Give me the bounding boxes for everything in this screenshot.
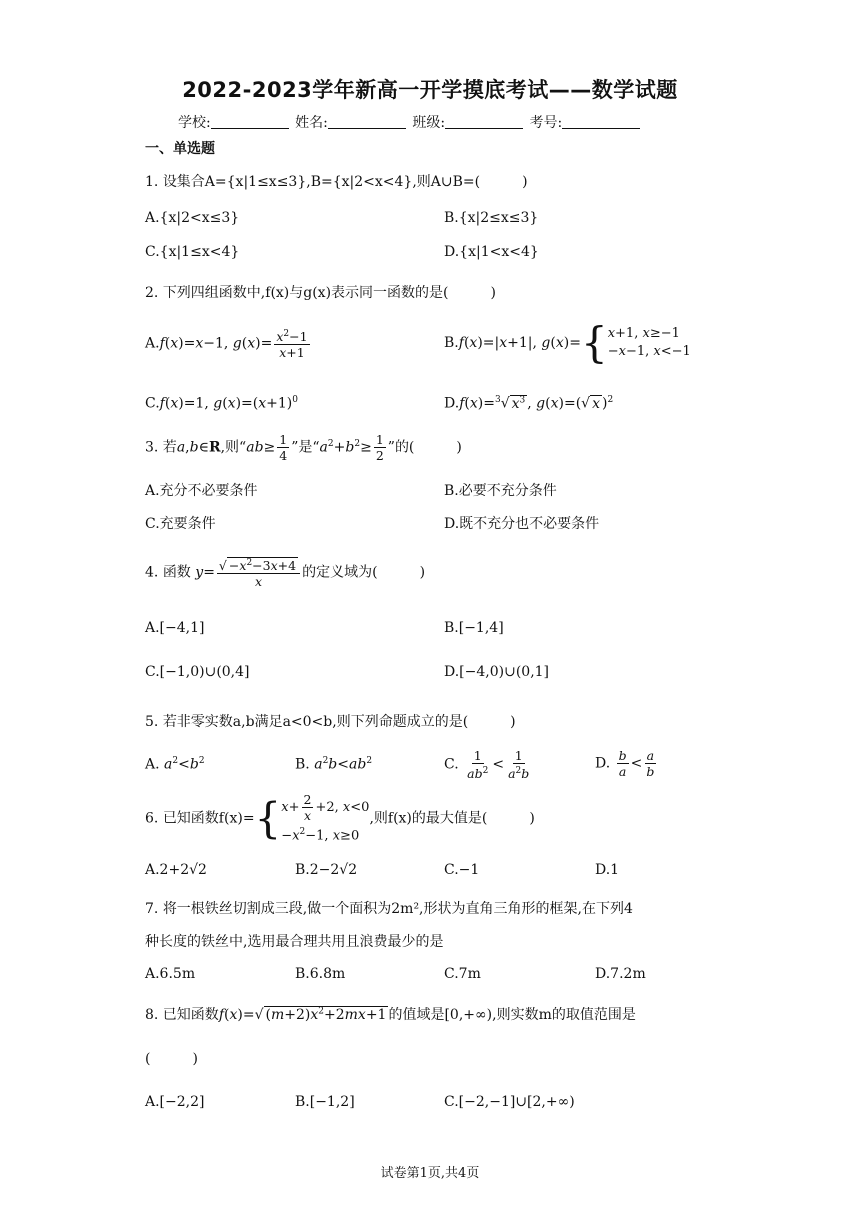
q8-option-c[interactable]: C.[−2,−1]∪[2,+∞) bbox=[444, 1094, 575, 1110]
q4-option-d[interactable]: D.[−4,0)∪(0,1] bbox=[444, 664, 550, 680]
name-label: 姓名: bbox=[295, 115, 328, 131]
q4-option-c[interactable]: C.[−1,0)∪(0,4] bbox=[145, 664, 250, 680]
q7-option-c[interactable]: C.7m bbox=[444, 966, 481, 982]
q8-option-b[interactable]: B.[−1,2] bbox=[295, 1094, 355, 1110]
q4-stem-pre: 函数 bbox=[162, 564, 191, 581]
q7-option-d[interactable]: D.7.2m bbox=[595, 966, 646, 982]
exam-title: 2022-2023学年新高一开学摸底考试——数学试题 bbox=[182, 78, 678, 102]
q1-option-a[interactable]: A.{x|2<x≤3} bbox=[145, 210, 240, 226]
q1-option-c[interactable]: C.{x|1≤x<4} bbox=[145, 244, 240, 260]
student-info-line bbox=[178, 112, 642, 132]
q4-number: 4. bbox=[145, 564, 159, 581]
q1-option-d[interactable]: D.{x|1<x<4} bbox=[444, 244, 539, 260]
q1-stem: 设集合A={x|1≤x≤3},B={x|2<x<4},则A∪B=( ) bbox=[162, 174, 528, 190]
school-blank[interactable] bbox=[211, 114, 289, 129]
question-7 bbox=[145, 898, 633, 918]
class-label: 班级: bbox=[412, 115, 446, 131]
q7-option-b[interactable]: B.6.8m bbox=[295, 966, 346, 982]
q6-option-b[interactable]: B.2−2√2 bbox=[295, 862, 358, 878]
q5-number: 5. bbox=[145, 714, 159, 730]
exam-no-label: 考号: bbox=[529, 115, 563, 131]
question-3: 3. 若a,b∈R,则“ab≥ $\frac{1}{4}$ ”是“$a^2+b^2\ge$ $\frac{1}{2}$ ”的( ) bbox=[145, 432, 462, 463]
q6-option-a[interactable]: A.2+2√2 bbox=[145, 862, 207, 878]
q7-line-1: 将一根铁丝切割成三段,做一个面积为2m²,形状为直角三角形的框架,在下列4 bbox=[162, 901, 633, 917]
q5-stem: 若非零实数a,b满足a<0<b,则下列命题成立的是( ) bbox=[162, 714, 516, 730]
q4-option-a[interactable]: A.[−4,1] bbox=[145, 620, 205, 636]
q6-stem-pre: 已知函数f(x)= bbox=[162, 810, 255, 827]
q7-option-a[interactable]: A.6.5m bbox=[145, 966, 196, 982]
q3-stem: 的( ) bbox=[394, 439, 462, 456]
q2-option-b[interactable]: B.f(x)=|x+1|, g(x)={ x+1, x≥−1 −x−1, x<−1 bbox=[444, 318, 691, 367]
section-title: 一、单选题 bbox=[145, 141, 215, 157]
q3-option-a[interactable]: A.充分不必要条件 bbox=[145, 483, 258, 499]
q5-option-a[interactable]: A. $a^2<b^2$ bbox=[145, 756, 205, 773]
q8-number: 8. bbox=[145, 1007, 159, 1023]
q6-option-c[interactable]: C.−1 bbox=[444, 862, 480, 878]
q3-option-d[interactable]: D.既不充分也不必要条件 bbox=[444, 516, 600, 532]
q2-option-c[interactable]: C.f(x)=1, $g(x)=(x+1)^0$ bbox=[145, 395, 298, 412]
q5-option-d[interactable]: D. $\frac{b}{a}$ < $\frac{a}{b}$ bbox=[595, 748, 655, 779]
question-4: 4. 函数 y= $\frac{√ -x^2-3x+4}{x}$ 的定义域为( ) bbox=[145, 558, 426, 590]
q8-option-a[interactable]: A.[−2,2] bbox=[145, 1094, 205, 1110]
q4-stem-post: 的定义域为( ) bbox=[302, 564, 426, 581]
question-6: 6. 已知函数f(x)={ x+ $\frac{2}{x}$ +2, x<0 $-x^2-1$, x≥0 ,则f(x)的最大值是( ) bbox=[145, 792, 535, 844]
question-5 bbox=[145, 711, 516, 731]
question-1 bbox=[145, 171, 528, 191]
q6-stem-post: ,则f(x)的最大值是( ) bbox=[369, 810, 535, 827]
question-2 bbox=[145, 282, 496, 302]
q7-number: 7. bbox=[145, 901, 159, 917]
name-blank[interactable] bbox=[328, 114, 406, 129]
exam-no-blank[interactable] bbox=[562, 114, 640, 129]
q2-option-d[interactable]: D.f(x)=$^3$√ $x^3$ , g(x)=(√ x )$^2$ bbox=[444, 395, 614, 412]
q2-number: 2. bbox=[145, 285, 159, 301]
q2-stem: 下列四组函数中,f(x)与g(x)表示同一函数的是( ) bbox=[162, 285, 496, 301]
school-label: 学校: bbox=[178, 115, 211, 131]
q8-stem: 的值域是[0,+∞),则实数m的取值范围是 bbox=[388, 1007, 636, 1023]
page-footer: 试卷第1页,共4页 bbox=[380, 1166, 480, 1181]
q8-paren: ( ) bbox=[145, 1051, 198, 1067]
q6-number: 6. bbox=[145, 810, 159, 827]
q1-number: 1. bbox=[145, 174, 159, 190]
q3-option-c[interactable]: C.充要条件 bbox=[145, 516, 216, 532]
q2-option-a[interactable]: A.f(x)=x−1, g(x)= $\frac{x^2-1}{x+1}$ bbox=[145, 329, 308, 361]
q5-option-c[interactable]: C. $\frac{1}{ab^2}$ < $\frac{1}{a^2b}$ bbox=[444, 748, 530, 782]
q4-option-b[interactable]: B.[−1,4] bbox=[444, 620, 504, 636]
class-blank[interactable] bbox=[445, 114, 523, 129]
q7-line-2: 种长度的铁丝中,选用最合理共用且浪费最少的是 bbox=[145, 934, 444, 950]
q3-option-b[interactable]: B.必要不充分条件 bbox=[444, 483, 557, 499]
question-8: 8. 已知函数f(x)=√ $(m+2)x^2+2mx+1$ 的值域是[0,+∞),则实数m的取值范围是 bbox=[145, 1006, 636, 1023]
q5-option-b[interactable]: B. $a^2b<ab^2$ bbox=[295, 756, 373, 773]
q6-option-d[interactable]: D.1 bbox=[595, 862, 620, 878]
q1-option-b[interactable]: B.{x|2≤x≤3} bbox=[444, 210, 539, 226]
q3-number: 3. bbox=[145, 439, 159, 456]
